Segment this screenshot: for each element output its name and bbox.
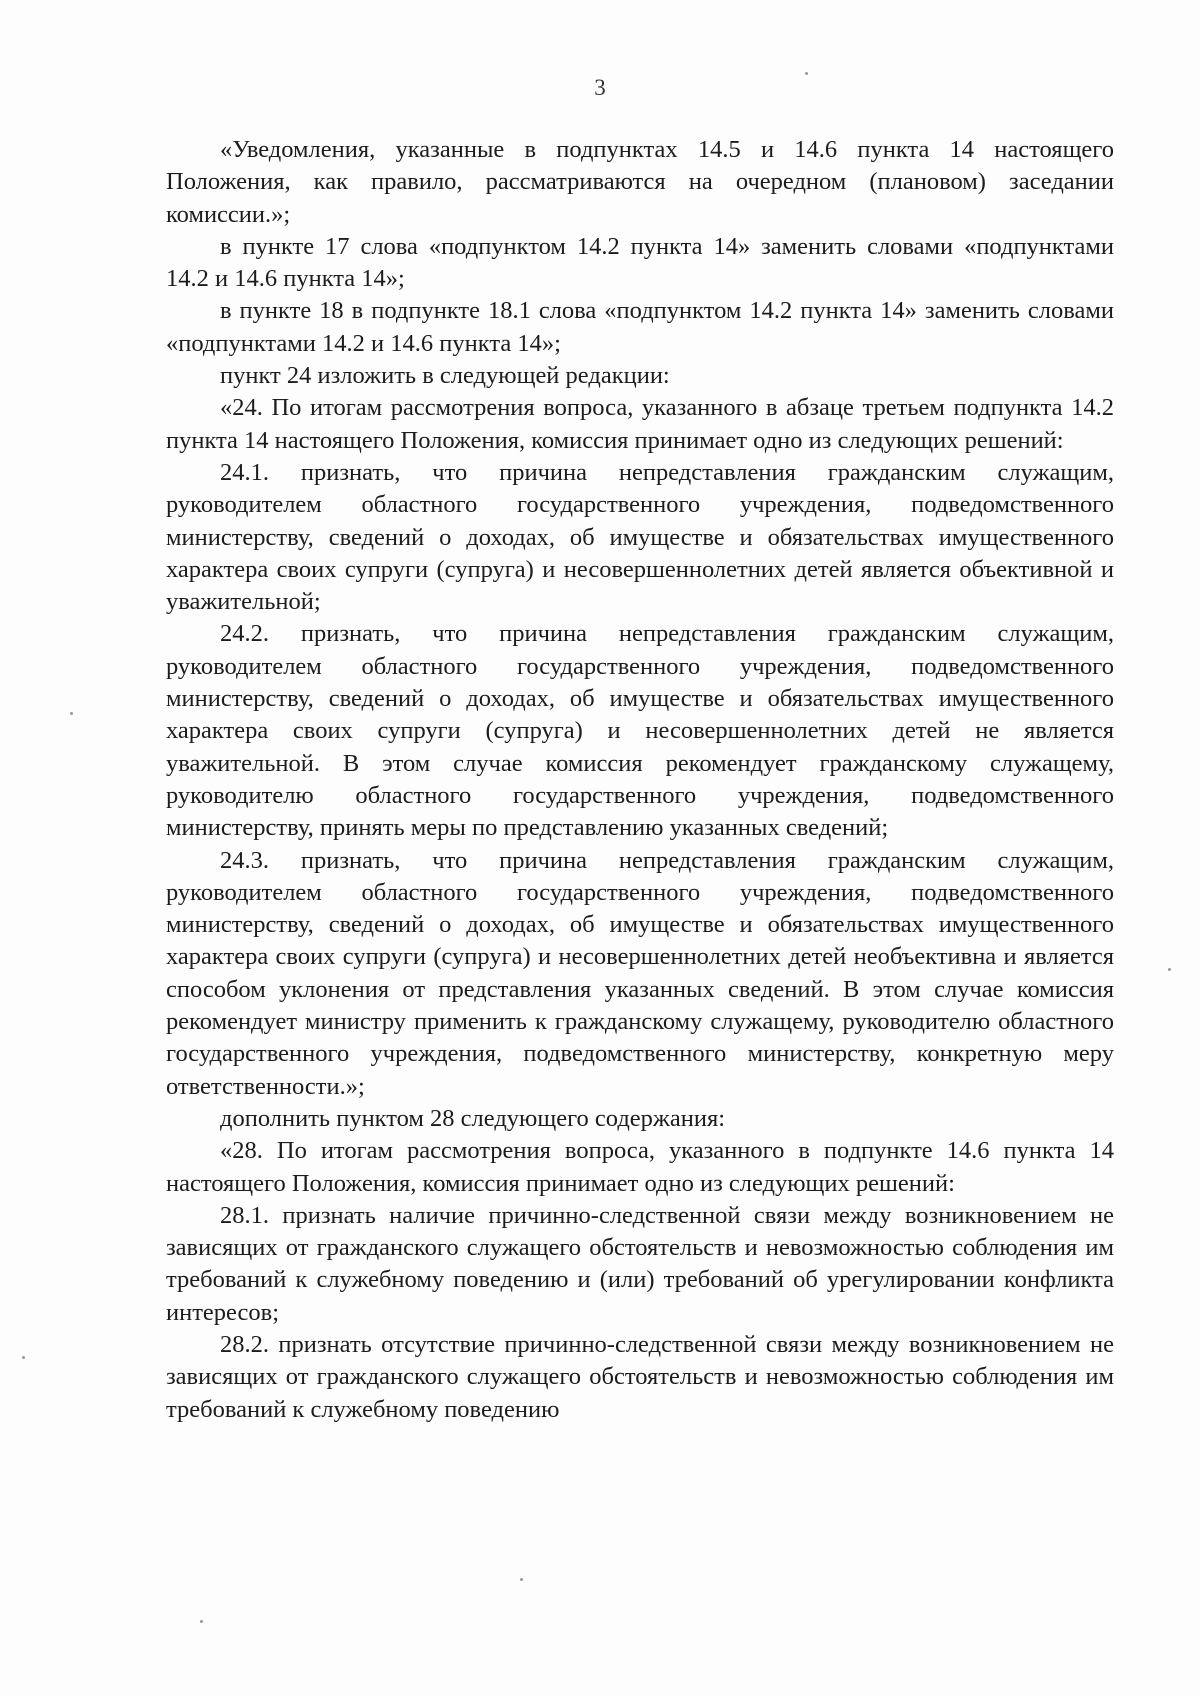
- paragraph-clause-24-2: 24.2. признать, что причина непредставления гражданским служащим, руководителем областного государственного учреждения, подведомственного министерству, сведений о доходах, об имуществе и обязательствах имущественного характера своих супруги (супруга) и несовершеннолетних детей не является уважительной. В этом случае комиссия рекомендует гражданскому служащему, руководителю областного государственного учреждения, подведомственного министерству, принять меры по представлению указанных сведений;: [166, 620, 1114, 842]
- paragraph-notifications: «Уведомления, указанные в подпунктах 14.5 и 14.6 пункта 14 настоящего Положения, как правило, рассматриваются на очередном (плановом) заседании комиссии.»;: [166, 136, 1114, 228]
- paragraph-clause-24-3: 24.3. признать, что причина непредставления гражданским служащим, руководителем областного государственного учреждения, подведомственного министерству, сведений о доходах, об имуществе и обязательствах имущественного характера своих супруги (супруга) и несовершеннолетних детей необъективна и является способом уклонения от представления указанных сведений. В этом случае комиссия рекомендует министру применить к гражданскому служащему, руководителю областного государственного учреждения, подведомственного министерству, конкретную меру ответственности.»;: [166, 846, 1114, 1100]
- document-body: [166, 134, 1114, 1426]
- scan-speck: [70, 712, 73, 715]
- scan-speck: [1168, 968, 1171, 971]
- paragraph-clause-28: «28. По итогам рассмотрения вопроса, указанного в подпункте 14.6 пункта 14 настоящего Положения, комиссия принимает одно из следующих решений:: [166, 1137, 1114, 1197]
- scan-speck: [200, 1620, 203, 1623]
- scan-speck: [520, 1578, 523, 1581]
- scan-speck: [22, 1356, 25, 1359]
- paragraph-clause-18: в пункте 18 в подпункте 18.1 слова «подпунктом 14.2 пункта 14» заменить словами «подпунктами 14.2 и 14.6 пункта 14»;: [166, 297, 1114, 357]
- scan-speck: [805, 72, 808, 75]
- page-number: 3: [594, 75, 606, 100]
- paragraph-clause-28-1: 28.1. признать наличие причинно-следственной связи между возникновением не зависящих от гражданского служащего обстоятельств и невозможностью соблюдения им требований к служебному поведению и (или) требований об урегулировании конфликта интересов;: [166, 1201, 1114, 1326]
- paragraph-clause-28-intro: дополнить пунктом 28 следующего содержания:: [220, 1104, 726, 1132]
- paragraph-clause-28-2: 28.2. признать отсутствие причинно-следственной связи между возникновением не зависящих от гражданского служащего обстоятельств и невозможностью соблюдения им требований к служебному поведению: [166, 1330, 1114, 1423]
- paragraph-clause-24-intro: пункт 24 изложить в следующей редакции:: [220, 362, 670, 390]
- paragraph-clause-24-1: 24.1. признать, что причина непредставления гражданским служащим, руководителем областного государственного учреждения, подведомственного министерству, сведений о доходах, об имуществе и обязательствах имущественного характера своих супруги (супруга) и несовершеннолетних детей является объективной и уважительной;: [166, 458, 1114, 616]
- paragraph-clause-17: в пункте 17 слова «подпунктом 14.2 пункта 14» заменить словами «подпунктами 14.2 и 14.6 пункта 14»;: [166, 232, 1114, 293]
- paragraph-clause-24: «24. По итогам рассмотрения вопроса, указанного в абзаце третьем подпункта 14.2 пункта 14 настоящего Положения, комиссия принимает одно из следующих решений:: [166, 394, 1114, 454]
